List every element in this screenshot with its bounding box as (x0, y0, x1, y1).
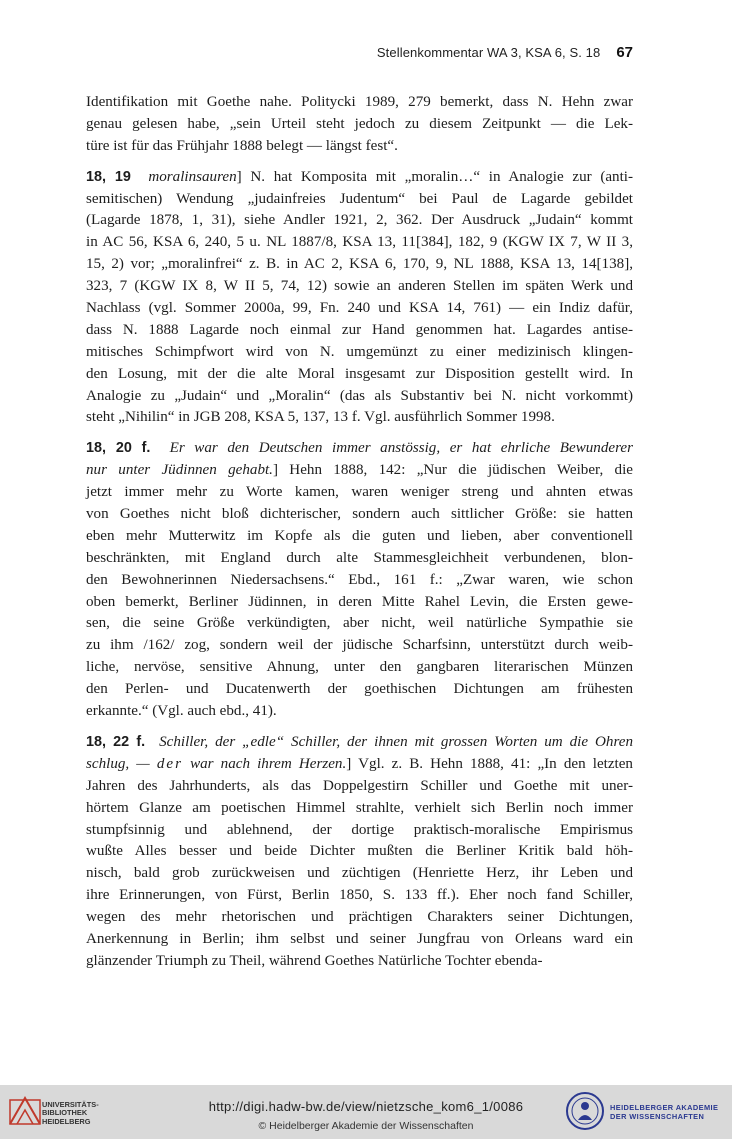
text-line (86, 114, 633, 136)
text-line (86, 679, 633, 701)
commentary-text: hörtem Glanze am poetischen Himmel strahlte, verhielt sich Berlin noch immer (86, 799, 633, 816)
running-title: Stellenkommentar WA 3, KSA 6, S. 18 (376, 45, 601, 60)
text-line (86, 210, 633, 232)
commentary-text: zu ihm /162/ zog, sondern weil der jüdische Scharfsinn, unterstützt durch weib- (86, 637, 633, 654)
lemma-reference: 18, 20 f. (86, 440, 151, 457)
commentary-paragraph (86, 732, 633, 973)
lemma-text: schlug, — (86, 755, 157, 772)
text-line (86, 613, 633, 635)
commentary-paragraph (86, 167, 633, 430)
commentary-text: 15, 2) vor; „moralinfrei“ z. B. in AC 2, KSA 6, 170, 9, NL 1888, KSA 13, 14[138], (86, 256, 633, 273)
commentary-text (150, 440, 169, 456)
lemma-text: Schiller, der „edle“ Schiller, der ihnen mit grossen Worten um die Ohren (159, 733, 634, 750)
text-line (86, 136, 633, 158)
commentary-text: steht „Nihilin“ in JGB 208, KSA 5, 137, 13 f. Vgl. ausführlich Sommer 1998. (86, 409, 555, 426)
commentary-text: in AC 56, KSA 6, 240, 5 u. NL 1887/8, KSA 13, 11[384], 182, 9 (KGW IX 7, W II 3, (86, 234, 633, 251)
text-line (86, 232, 633, 254)
text-line (86, 526, 633, 548)
commentary-text: Identifikation mit Goethe nahe. Politycki 1989, 279 bemerkt, dass N. Hehn zwar (86, 94, 633, 110)
text-line (86, 298, 633, 320)
commentary-text: semitischen) Wendung „judainfreies Judentum“ bei Paul de Lagarde gebildet (86, 190, 633, 207)
text-line (86, 364, 633, 386)
text-line (86, 189, 633, 211)
commentary-text: jetzt immer mehr zu Worte kamen, waren weniger streng und ahnten etwas (86, 484, 633, 501)
commentary-text: glänzender Triumph zu Theil, während Goethes Natürliche Tochter ebenda- (86, 952, 543, 969)
commentary-text (131, 169, 148, 185)
commentary-body (86, 92, 633, 982)
commentary-text: eben mehr Mutterwitz im Kopfe als die guten und lieben, aber conventionell (86, 527, 633, 544)
commentary-text: (Lagarde 1878, 1, 31), siehe Andler 1921, 2, 362. Der Ausdruck „Judain“ kommt (86, 212, 633, 229)
commentary-text: 323, 7 (KGW IX 8, W II 5, 74, 12) sowie an anderen Stellen im späten Werk und (86, 278, 633, 295)
text-line (86, 570, 633, 592)
commentary-text: ] Vgl. z. B. Hehn 1888, 41: „In den letzten (346, 755, 633, 772)
text-line (86, 701, 633, 723)
text-line (86, 342, 633, 364)
text-line (86, 657, 633, 679)
commentary-text: den Perlen- und Ducatenwerth der goethischen Dichtungen am frühesten (86, 681, 633, 698)
commentary-paragraph (86, 92, 633, 158)
commentary-text: nisch, bald grob zurückweisen und züchtigen (Henriette Herz, ihr Leben und (86, 865, 633, 882)
text-line (86, 798, 633, 820)
commentary-text: ] Hehn 1888, 142: „Nur die jüdischen Weiber, die (272, 462, 633, 479)
commentary-text: den Losung, mit der die alte Moral insgesamt zur Disposition gestellt wird. In (86, 365, 633, 382)
source-url-link[interactable]: http://digi.hadw-bw.de/view/nietzsche_kom6_1/0086 (208, 1099, 524, 1114)
commentary-text: genau gelesen habe, „sein Urteil steht jedoch zu diesem Zeitpunkt — die Lek- (86, 115, 633, 132)
lemma-reference: 18, 22 f. (86, 733, 146, 750)
commentary-text: Jahren des Jahrhunderts, als das Doppelgestirn Schiller und Goethe mit uner- (86, 777, 633, 794)
commentary-text: stumpfsinnig und ablehnend, der dortige praktisch-moralische Empirismus (86, 821, 633, 838)
hadw-seal-icon (565, 1091, 605, 1131)
commentary-text: Nachlass (vgl. Sommer 2000a, 99, Fn. 240 und KSA 14, 761) — ein Indiz dafür, (86, 300, 633, 317)
footer-bar (0, 1085, 732, 1139)
text-line (86, 885, 633, 907)
text-line (86, 929, 633, 951)
text-line (86, 841, 633, 863)
commentary-text: oben bemerkt, Berliner Jüdinnen, in deren Mitte Rahel Levin, die Ersten gewe- (86, 593, 633, 610)
text-line (86, 504, 633, 526)
commentary-text: Anerkennung in Berlin; ihm selbst und seiner Jungfrau von Orleans ward ein (86, 930, 633, 947)
text-line (86, 820, 633, 842)
text-line (86, 482, 633, 504)
text-line (86, 776, 633, 798)
text-line (86, 951, 633, 973)
commentary-text: mitisches Schimpfwort wird von N. umgemünzt zu einer medizinisch klingen- (86, 343, 633, 360)
commentary-text: erkannte.“ (Vgl. auch ebd., 41). (86, 703, 277, 720)
commentary-text: liche, nervöse, sensitive Ahnung, unter den gangbaren literarischen Münzen (86, 659, 633, 676)
library-name-line: UNIVERSITÄTS- (42, 1100, 99, 1109)
page-number: 67 (616, 44, 633, 61)
lemma-text: war nach ihrem Herzen. (182, 755, 347, 772)
text-line (86, 320, 633, 342)
commentary-text: den Bewohnerinnen Niedersachsens.“ Ebd., 161 f.: „Zwar waren, wie schon (86, 571, 633, 588)
library-name-line: HEIDELBERG (42, 1116, 91, 1126)
academy-name-line: DER WISSENSCHAFTEN (610, 1112, 705, 1121)
text-line (86, 863, 633, 885)
text-line (86, 254, 633, 276)
commentary-paragraph (86, 438, 633, 723)
lemma-text: nur unter Jüdinnen gehabt. (86, 462, 273, 479)
commentary-text: beschränkten, mit England durch alte Stammesgleichheit verbundenen, blon- (86, 549, 633, 566)
academy-name (610, 1103, 718, 1121)
copyright-notice: © Heidelberger Akademie der Wissenschaften (258, 1120, 474, 1132)
academy-name-line: HEIDELBERGER AKADEMIE (610, 1103, 719, 1112)
text-line (86, 907, 633, 929)
commentary-text: wegen des mehr rhetorischen und prächtigen Charakters seiner Dichtungen, (86, 909, 633, 926)
commentary-text: von Goethes nicht bloß dichterischer, sondern auch sittlicher Größe: sie hatten (86, 506, 633, 523)
commentary-text: ] N. hat Komposita mit „moralin…“ in Analogie zur (anti- (236, 168, 634, 185)
commentary-text: dass N. 1888 Lagarde noch einmal zur Hand genommen hat. Lagardes antise- (86, 321, 633, 338)
text-line (86, 635, 633, 657)
text-line (86, 754, 633, 776)
text-line (86, 548, 633, 570)
commentary-text: Analogie zu „Judain“ und „Moralin“ (das als Substantiv bei N. nicht vorkommt) (86, 387, 633, 404)
text-line (86, 460, 633, 482)
commentary-text: sen, die seine Größe verkündigten, aber nicht, weil natürliche Sympathie sie (86, 615, 633, 632)
commentary-text: wußte Alles besser und beide Dichter mußten die Berliner Kritik bald höh- (86, 843, 633, 860)
text-line (86, 438, 633, 460)
lemma-reference: 18, 19 (86, 168, 131, 185)
text-line (86, 407, 633, 429)
running-head (86, 44, 633, 62)
lemma-emphasis: der (156, 755, 183, 772)
text-line (86, 167, 633, 189)
text-line (86, 386, 633, 408)
commentary-text: ihre Erinnerungen, von Fürst, Berlin 1850, S. 133 ff.). Eher noch fand Schiller, (86, 887, 633, 904)
commentary-text: türe ist für das Frühjahr 1888 belegt — längst fest“. (86, 137, 398, 154)
text-line (86, 732, 633, 754)
text-line (86, 592, 633, 614)
library-name-line: BIBLIOTHEK (42, 1108, 88, 1118)
text-line (86, 276, 633, 298)
lemma-text: moralinsauren (148, 168, 237, 185)
commentary-text (145, 734, 159, 750)
lemma-text: Er war den Deutschen immer anstössig, er hat ehrliche Bewunderer (169, 440, 633, 457)
text-line (86, 92, 633, 114)
